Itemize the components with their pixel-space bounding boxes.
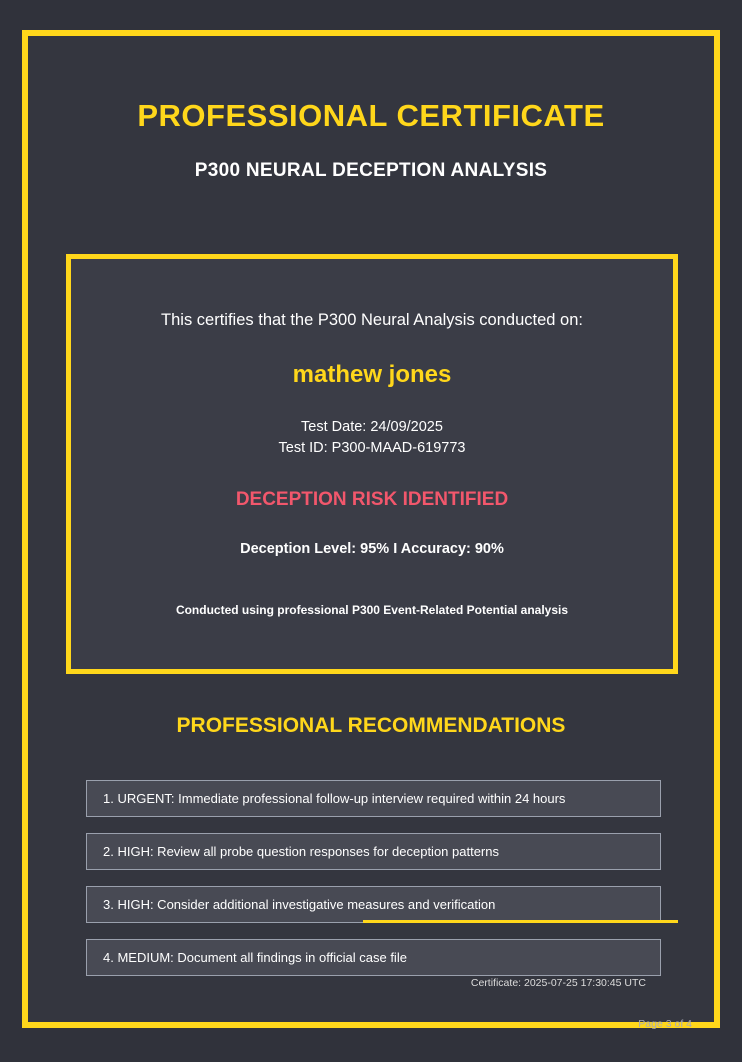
accent-divider xyxy=(363,920,678,923)
list-item: 4. MEDIUM: Document all findings in official case file xyxy=(86,939,661,976)
recommendations-heading: PROFESSIONAL RECOMMENDATIONS xyxy=(176,714,566,737)
certificate-content xyxy=(28,36,714,1022)
list-item: 3. HIGH: Consider additional investigative measures and verification xyxy=(86,886,661,923)
test-id: Test ID: P300-MAAD-619773 xyxy=(278,440,466,456)
page-title: PROFESSIONAL CERTIFICATE xyxy=(137,98,605,133)
recommendations-list xyxy=(86,780,661,992)
page-number: Page 3 of 4 xyxy=(638,1018,692,1030)
certificate-outer-border xyxy=(22,30,720,1028)
certificate-timestamp: Certificate: 2025-07-25 17:30:45 UTC xyxy=(470,977,646,989)
test-date: Test Date: 24/09/2025 xyxy=(301,419,443,435)
list-item: 2. HIGH: Review all probe question responses for deception patterns xyxy=(86,833,661,870)
analysis-method-note: Conducted using professional P300 Event-Related Potential analysis xyxy=(175,603,569,617)
deception-accuracy-levels: Deception Level: 95% I Accuracy: 90% xyxy=(240,541,504,557)
status-badge: DECEPTION RISK IDENTIFIED xyxy=(235,489,509,510)
list-item: 1. URGENT: Immediate professional follow-up interview required within 24 hours xyxy=(86,780,661,817)
subject-name: mathew jones xyxy=(292,361,452,388)
certification-intro-text: This certifies that the P300 Neural Analysis conducted on: xyxy=(161,311,583,329)
page-subtitle: P300 NEURAL DECEPTION ANALYSIS xyxy=(194,160,548,181)
certificate-detail-box xyxy=(66,254,678,674)
